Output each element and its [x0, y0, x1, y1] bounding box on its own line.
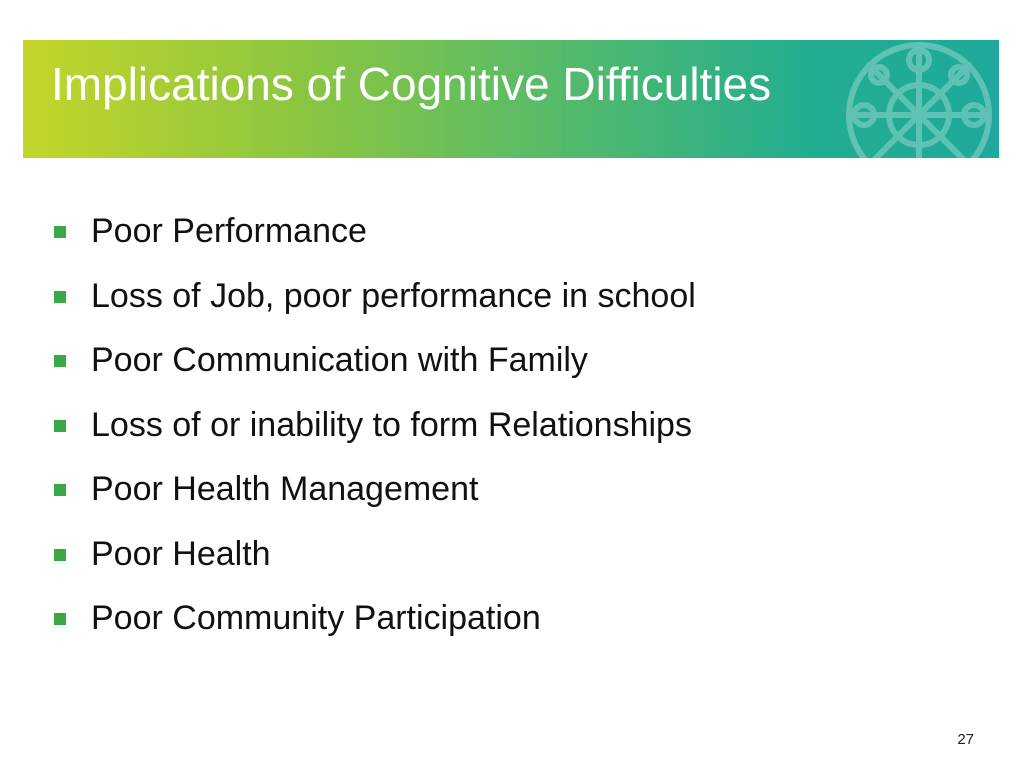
- bullet-list: [54, 205, 696, 657]
- bullet-text: Loss of Job, poor performance in school: [91, 276, 696, 315]
- square-bullet-icon: [54, 420, 66, 432]
- bullet-text: Loss of or inability to form Relationships: [91, 405, 692, 444]
- bullet-item: [54, 334, 696, 399]
- bullet-item: [54, 592, 696, 657]
- square-bullet-icon: [54, 291, 66, 303]
- bullet-text: Poor Community Participation: [91, 599, 541, 637]
- square-bullet-icon: [54, 355, 66, 367]
- square-bullet-icon: [54, 613, 66, 625]
- bullet-text: Poor Health: [91, 534, 271, 573]
- square-bullet-icon: [54, 484, 66, 496]
- page-number: 27: [957, 731, 974, 748]
- bullet-text: Poor Health Management: [91, 470, 479, 508]
- bullet-item: [54, 528, 696, 593]
- bullet-text: Poor Communication with Family: [91, 341, 588, 379]
- bullet-item: [54, 463, 696, 528]
- bullet-text: Poor Performance: [91, 212, 367, 250]
- snowflake-icon: [779, 40, 999, 158]
- square-bullet-icon: [54, 549, 66, 561]
- square-bullet-icon: [54, 226, 66, 238]
- slide-title: Implications of Cognitive Difficulties: [51, 58, 772, 110]
- bullet-item: [54, 399, 696, 464]
- title-banner: [23, 40, 999, 158]
- bullet-item: [54, 205, 696, 270]
- bullet-item: [54, 270, 696, 335]
